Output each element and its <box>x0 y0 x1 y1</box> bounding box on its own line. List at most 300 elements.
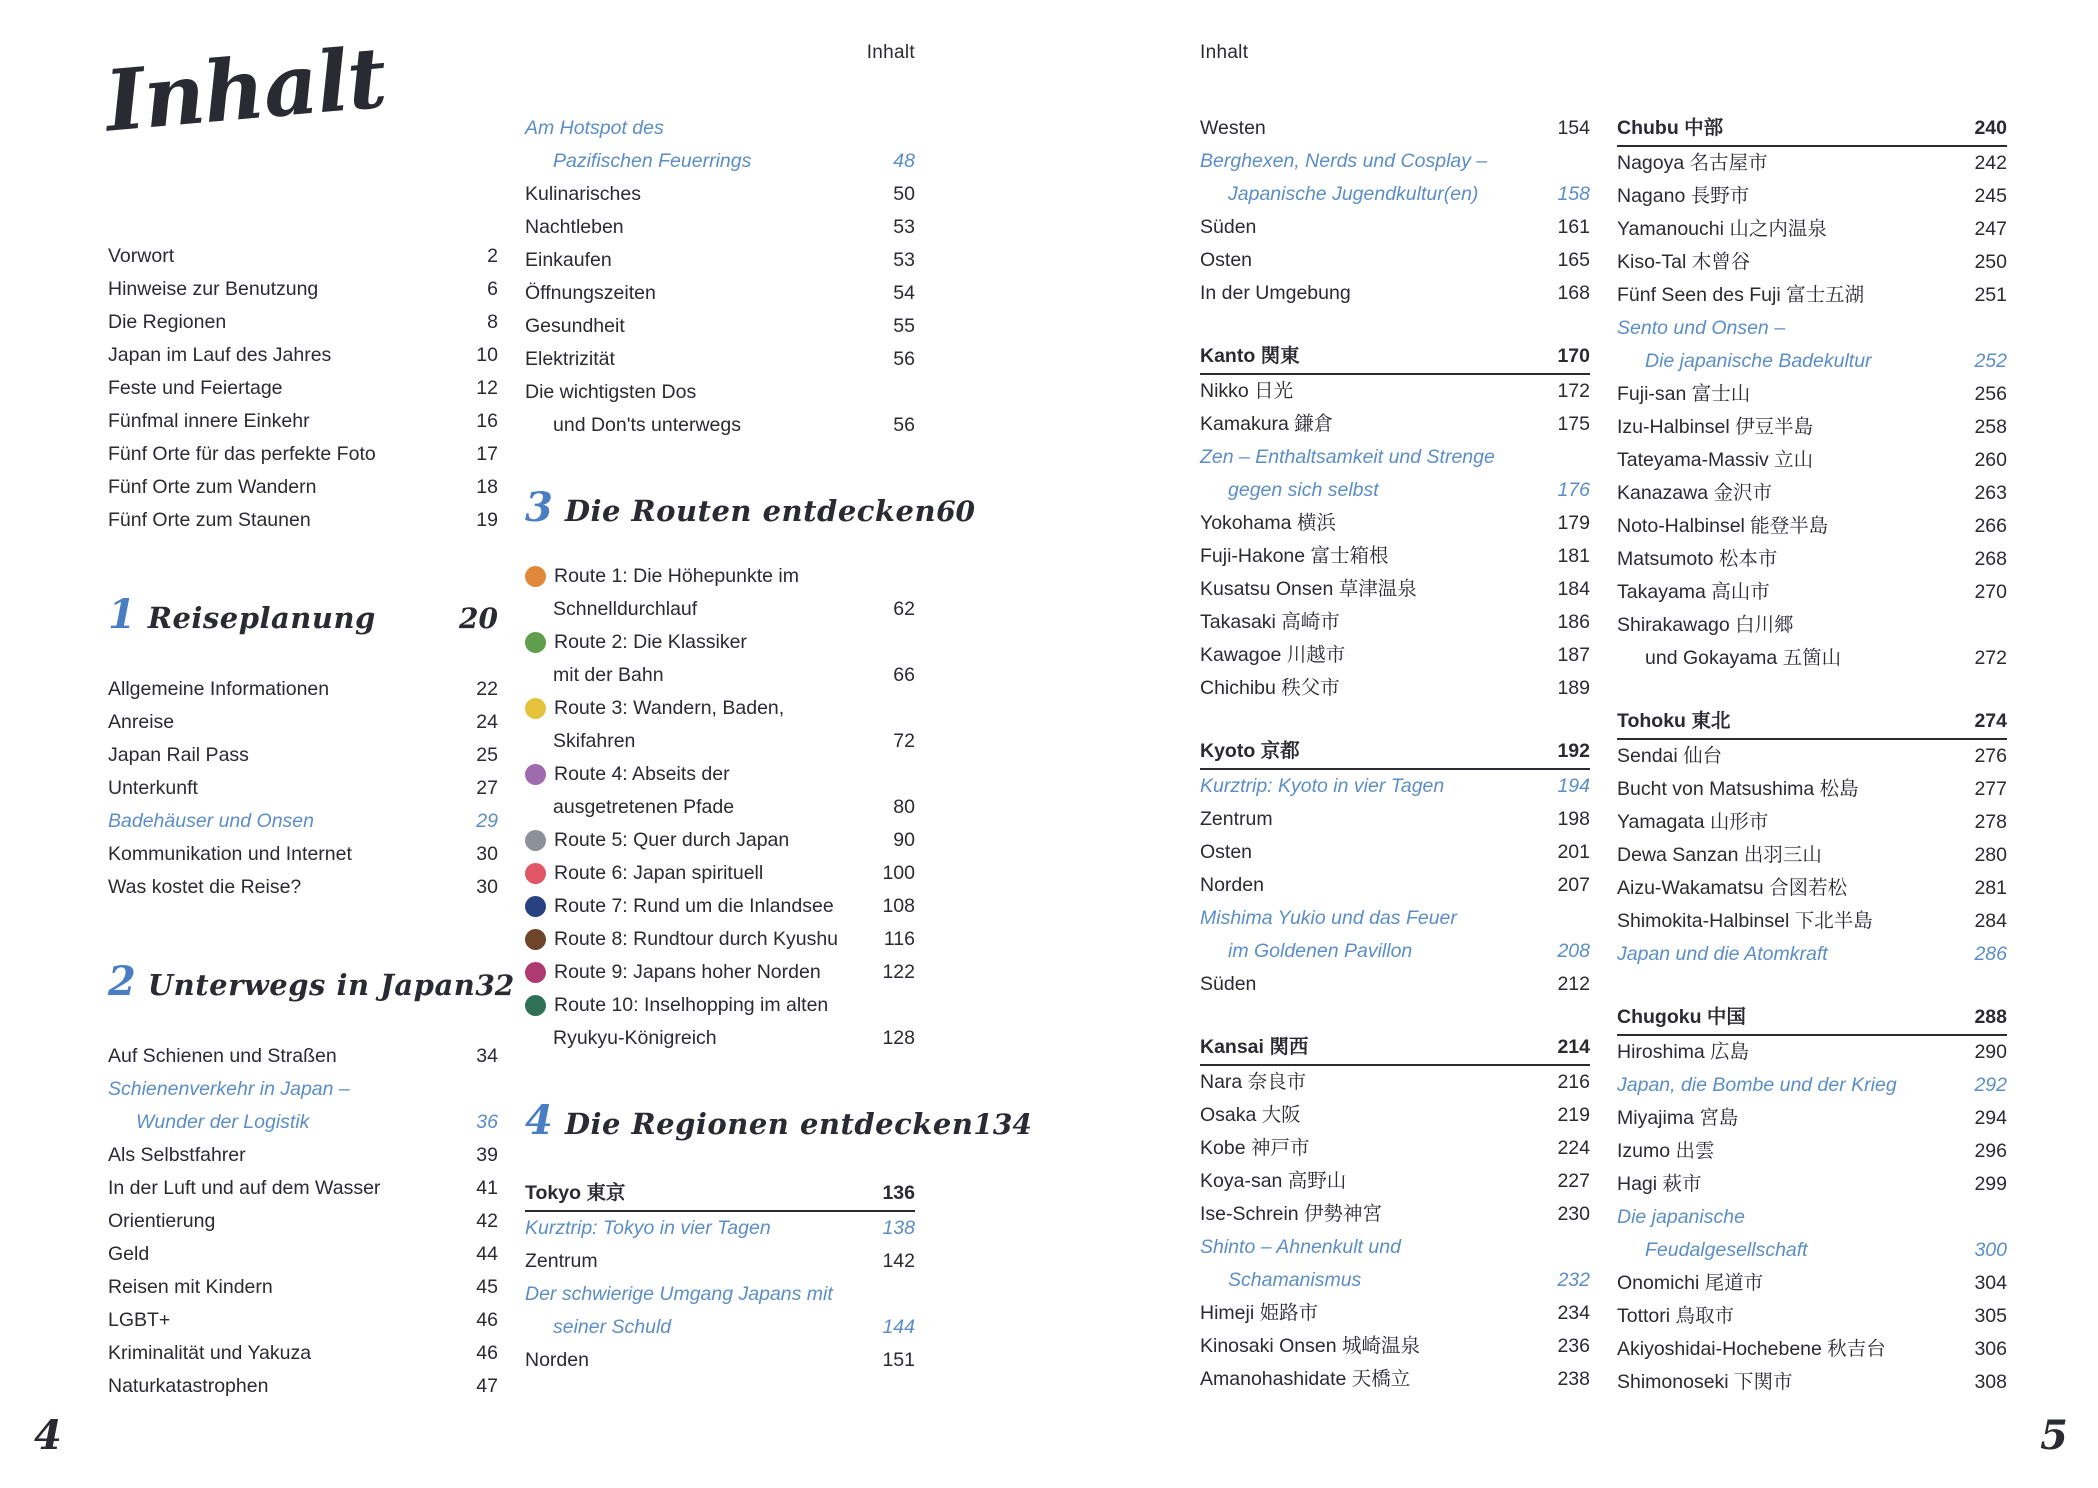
toc-region-label: Tokyo 東京 <box>525 1182 626 1204</box>
toc-page-number: 29 <box>476 810 498 832</box>
toc-page-number: 306 <box>1974 1338 2007 1360</box>
toc-entry-label: Kinosaki Onsen 城崎温泉 <box>1200 1335 1420 1357</box>
toc-region-heading <box>525 1177 915 1212</box>
route-color-dot-icon <box>525 995 546 1016</box>
toc-entry <box>1617 1300 2007 1333</box>
toc-entry-label: Vorwort <box>108 245 175 267</box>
toc-entry-label: Kommunikation und Internet <box>108 843 352 865</box>
toc-page-number: 128 <box>882 1027 915 1049</box>
toc-entry-label: Feudalgesellschaft <box>1645 1239 1808 1261</box>
toc-page-number: 90 <box>893 829 915 851</box>
toc-entry-label: Süden <box>1200 216 1257 238</box>
toc-page-number: 304 <box>1974 1272 2007 1294</box>
toc-page-number: 227 <box>1557 1170 1590 1192</box>
toc-entry-line1 <box>1200 441 1590 474</box>
toc-entry-label: Feste und Feiertage <box>108 377 283 399</box>
toc-entry-label: Hinweise zur Benutzung <box>108 278 319 300</box>
toc-entry-line1 <box>108 1073 498 1106</box>
toc-entry <box>1200 770 1590 803</box>
page-number-left: 4 <box>34 1412 62 1459</box>
toc-page-number: 165 <box>1557 249 1590 271</box>
section-page-number: 32 <box>475 969 515 1002</box>
toc-page-number: 181 <box>1557 545 1590 567</box>
toc-page-number: 242 <box>1974 152 2007 174</box>
toc-entry-label: mit der Bahn <box>553 664 664 686</box>
toc-entry-label: Nachtleben <box>525 216 624 238</box>
toc-page-number: 184 <box>1557 578 1590 600</box>
toc-entry-label: Route 3: Wandern, Baden, <box>554 697 785 719</box>
toc-entry-label: Akiyoshidai-Hochebene 秋吉台 <box>1617 1338 1886 1360</box>
toc-route-line2 <box>525 1022 915 1055</box>
toc-entry-line1 <box>1200 902 1590 935</box>
toc-page-number: 179 <box>1557 512 1590 534</box>
toc-route-entry <box>525 923 915 956</box>
page-number-right: 5 <box>2040 1412 2068 1459</box>
toc-entry <box>525 310 915 343</box>
toc-entry-label: Elektrizität <box>525 348 615 370</box>
toc-entry-label: Route 5: Quer durch Japan <box>554 829 790 851</box>
toc-entry <box>1617 1333 2007 1366</box>
toc-entry-line1 <box>525 1278 915 1311</box>
toc-entry <box>1200 408 1590 441</box>
toc-entry-line1 <box>1617 609 2007 642</box>
toc-page-number: 250 <box>1974 251 2007 273</box>
toc-region-label: Kyoto 京都 <box>1200 740 1300 762</box>
toc-route-entry <box>525 824 915 857</box>
toc-entry-label: Ise-Schrein 伊勢神宮 <box>1200 1203 1383 1225</box>
toc-entry <box>1617 938 2007 971</box>
toc-entry-label: Fünf Orte zum Staunen <box>108 509 311 531</box>
toc-entry <box>1617 872 2007 905</box>
section-title: Die Regionen entdecken <box>564 1107 974 1141</box>
toc-page-number: 16 <box>476 410 498 432</box>
route-color-dot-icon <box>525 896 546 917</box>
toc-entry <box>1200 1165 1590 1198</box>
toc-entry-line2 <box>1200 1264 1590 1297</box>
toc-page-number: 158 <box>1557 183 1590 205</box>
toc-page-number: 100 <box>882 862 915 884</box>
toc-entry-line2 <box>1200 178 1590 211</box>
toc-entry <box>108 1172 498 1205</box>
section-number: 1 <box>108 591 136 638</box>
toc-entry-label: Route 6: Japan spirituell <box>554 862 764 884</box>
toc-region-heading <box>1617 112 2007 147</box>
toc-entry-label: Shimokita-Halbinsel 下北半島 <box>1617 910 1873 932</box>
toc-entry-label: Japan Rail Pass <box>108 744 249 766</box>
toc-page-number: 80 <box>893 796 915 818</box>
toc-entry <box>1617 1267 2007 1300</box>
toc-page-number: 19 <box>476 509 498 531</box>
toc-page-number: 2 <box>487 245 498 267</box>
toc-entry-label: Zentrum <box>525 1250 598 1272</box>
toc-entry <box>1200 540 1590 573</box>
toc-region-label: Tohoku 東北 <box>1617 710 1731 732</box>
toc-entry <box>108 273 498 306</box>
toc-entry-line2 <box>1200 474 1590 507</box>
toc-page-number: 6 <box>487 278 498 300</box>
toc-entry-label: Der schwierige Umgang Japans mit <box>525 1283 833 1305</box>
toc-entry-label: Skifahren <box>553 730 636 752</box>
toc-page-number: 172 <box>1557 380 1590 402</box>
toc-entry <box>1200 1198 1590 1231</box>
toc-region-label: Chugoku 中国 <box>1617 1006 1746 1028</box>
section-heading <box>525 1097 1032 1147</box>
toc-entry-label: Fünf Orte zum Wandern <box>108 476 317 498</box>
toc-entry <box>108 1370 498 1403</box>
toc-entry <box>1200 639 1590 672</box>
toc-entry-label: Shirakawago 白川郷 <box>1617 614 1794 636</box>
toc-entry-label: Naturkatastrophen <box>108 1375 269 1397</box>
toc-route-entry <box>525 560 915 593</box>
toc-page-number: 56 <box>893 348 915 370</box>
toc-entry-label: Schienenverkehr in Japan – <box>108 1078 350 1100</box>
toc-entry-label: Route 1: Die Höhepunkte im <box>554 565 799 587</box>
toc-page-number: 284 <box>1974 910 2007 932</box>
toc-entry <box>1617 246 2007 279</box>
toc-entry <box>525 1212 915 1245</box>
toc-entry-label: Fuji-Hakone 富士箱根 <box>1200 545 1389 567</box>
toc-entry-label: Shinto – Ahnenkult und <box>1200 1236 1401 1258</box>
toc-page-number: 142 <box>882 1250 915 1272</box>
toc-region-label: Kansai 関西 <box>1200 1036 1309 1058</box>
toc-entry-line2 <box>1617 345 2007 378</box>
toc-column-1 <box>108 240 515 1403</box>
toc-entry-label: Sento und Onsen – <box>1617 317 1786 339</box>
toc-route-line2 <box>525 791 915 824</box>
toc-entry-label: Sendai 仙台 <box>1617 745 1723 767</box>
route-color-dot-icon <box>525 632 546 653</box>
toc-page-number: 230 <box>1557 1203 1590 1225</box>
toc-entry-label: seiner Schuld <box>553 1316 672 1338</box>
toc-entry-line2 <box>525 145 915 178</box>
toc-entry <box>108 805 498 838</box>
toc-page-number: 176 <box>1557 479 1590 501</box>
toc-entry <box>1617 1102 2007 1135</box>
toc-entry-label: Zentrum <box>1200 808 1273 830</box>
toc-entry-label: Mishima Yukio und das Feuer <box>1200 907 1457 929</box>
toc-page-number: 18 <box>476 476 498 498</box>
toc-page-number: 234 <box>1557 1302 1590 1324</box>
toc-entry-label: Fuji-san 富士山 <box>1617 383 1751 405</box>
route-color-dot-icon <box>525 830 546 851</box>
toc-entry <box>1200 573 1590 606</box>
toc-entry-label: Was kostet die Reise? <box>108 876 302 898</box>
toc-page-number: 39 <box>476 1144 498 1166</box>
toc-entry-label: Takayama 高山市 <box>1617 581 1770 603</box>
toc-entry <box>108 739 498 772</box>
toc-page-number: 48 <box>893 150 915 172</box>
section-number: 2 <box>108 958 136 1005</box>
toc-entry-line2 <box>1617 642 2007 675</box>
toc-entry <box>108 1304 498 1337</box>
toc-entry-label: Die japanische <box>1617 1206 1745 1228</box>
page-title: Inhalt <box>101 27 390 151</box>
toc-page-number: 232 <box>1557 1269 1590 1291</box>
toc-entry-label: Fünf Seen des Fuji 富士五湖 <box>1617 284 1865 306</box>
toc-entry-label: Reisen mit Kindern <box>108 1276 273 1298</box>
toc-entry-label: Auf Schienen und Straßen <box>108 1045 337 1067</box>
toc-entry <box>1617 806 2007 839</box>
toc-entry-label: Norden <box>525 1349 589 1371</box>
toc-entry-label: Die wichtigsten Dos <box>525 381 697 403</box>
toc-page-number: 216 <box>1557 1071 1590 1093</box>
toc-entry-label: Yamanouchi 山之内温泉 <box>1617 218 1827 240</box>
toc-entry <box>1617 773 2007 806</box>
toc-entry-label: Tottori 鳥取市 <box>1617 1305 1735 1327</box>
toc-entry-label: Chichibu 秩父市 <box>1200 677 1340 699</box>
toc-page-number: 46 <box>476 1309 498 1331</box>
toc-entry-label: Geld <box>108 1243 150 1265</box>
toc-entry <box>1200 1099 1590 1132</box>
toc-page-number: 154 <box>1557 117 1590 139</box>
toc-entry-label: Osten <box>1200 249 1253 271</box>
toc-entry <box>1200 1132 1590 1165</box>
toc-page-number: 27 <box>476 777 498 799</box>
toc-page-number: 66 <box>893 664 915 686</box>
toc-entry <box>108 1337 498 1370</box>
route-color-dot-icon <box>525 566 546 587</box>
toc-entry <box>108 838 498 871</box>
section-number: 4 <box>525 1097 553 1144</box>
toc-entry-label: Westen <box>1200 117 1266 139</box>
toc-page-number: 187 <box>1557 644 1590 666</box>
toc-entry-label: Japan im Lauf des Jahres <box>108 344 332 366</box>
section-title: Reiseplanung <box>147 601 376 635</box>
toc-entry-label: und Gokayama 五箇山 <box>1645 647 1842 669</box>
toc-entry-line1 <box>1617 312 2007 345</box>
toc-entry-label: Kriminalität und Yakuza <box>108 1342 312 1364</box>
toc-page-number: 170 <box>1557 345 1590 367</box>
toc-entry <box>525 211 915 244</box>
section-title: Die Routen entdecken <box>564 494 937 528</box>
toc-entry-label: Himeji 姫路市 <box>1200 1302 1319 1324</box>
toc-entry-label: im Goldenen Pavillon <box>1228 940 1413 962</box>
toc-page-number: 286 <box>1974 943 2007 965</box>
toc-entry <box>1200 507 1590 540</box>
toc-entry-label: Japan und die Atomkraft <box>1617 943 1828 965</box>
toc-entry-label: Japanische Jugendkultur(en) <box>1228 183 1479 205</box>
toc-entry-label: Koya-san 高野山 <box>1200 1170 1347 1192</box>
toc-entry-label: Kawagoe 川越市 <box>1200 644 1346 666</box>
toc-page-number: 45 <box>476 1276 498 1298</box>
toc-page-number: 208 <box>1557 940 1590 962</box>
toc-entry <box>108 240 498 273</box>
toc-entry-label: Nara 奈良市 <box>1200 1071 1307 1093</box>
toc-entry-label: Badehäuser und Onsen <box>108 810 314 832</box>
toc-entry <box>108 1271 498 1304</box>
toc-entry <box>1200 112 1590 145</box>
toc-page-number: 201 <box>1557 841 1590 863</box>
toc-page-number: 168 <box>1557 282 1590 304</box>
toc-entry <box>525 178 915 211</box>
toc-entry <box>1200 1363 1590 1396</box>
toc-page-number: 138 <box>882 1217 915 1239</box>
toc-entry-label: Nagoya 名古屋市 <box>1617 152 1768 174</box>
route-color-dot-icon <box>525 962 546 983</box>
toc-entry <box>1617 444 2007 477</box>
toc-page-number: 277 <box>1974 778 2007 800</box>
toc-page-number: 219 <box>1557 1104 1590 1126</box>
toc-page-number: 266 <box>1974 515 2007 537</box>
section-heading <box>525 484 976 534</box>
toc-entry <box>1617 378 2007 411</box>
toc-entry-label: Orientierung <box>108 1210 216 1232</box>
toc-page-number: 256 <box>1974 383 2007 405</box>
toc-page-number: 22 <box>476 678 498 700</box>
toc-page-number: 12 <box>476 377 498 399</box>
toc-entry-label: Schnelldurchlauf <box>553 598 698 620</box>
route-color-dot-icon <box>525 863 546 884</box>
toc-page-number: 224 <box>1557 1137 1590 1159</box>
toc-page-number: 192 <box>1557 740 1590 762</box>
toc-entry-label: Route 2: Die Klassiker <box>554 631 747 653</box>
toc-page-number: 47 <box>476 1375 498 1397</box>
toc-page-number: 258 <box>1974 416 2007 438</box>
running-head-left: Inhalt <box>866 42 915 63</box>
toc-entry-label: Hagi 萩市 <box>1617 1173 1702 1195</box>
toc-entry-label: Süden <box>1200 973 1257 995</box>
toc-entry <box>1617 510 2007 543</box>
toc-entry-line1 <box>1200 1231 1590 1264</box>
toc-entry-label: Ryukyu-Königreich <box>553 1027 717 1049</box>
toc-page-number: 299 <box>1974 1173 2007 1195</box>
route-color-dot-icon <box>525 698 546 719</box>
running-head-right: Inhalt <box>1200 42 1249 63</box>
toc-page-number: 238 <box>1557 1368 1590 1390</box>
toc-page-number: 278 <box>1974 811 2007 833</box>
toc-entry <box>1617 740 2007 773</box>
toc-entry <box>1617 576 2007 609</box>
toc-page-number: 25 <box>476 744 498 766</box>
toc-entry <box>1617 839 2007 872</box>
toc-region-heading <box>1200 1031 1590 1066</box>
toc-page-number: 276 <box>1974 745 2007 767</box>
toc-page-number: 175 <box>1557 413 1590 435</box>
toc-entry <box>108 871 498 904</box>
toc-column-4 <box>1617 112 2007 1399</box>
toc-entry <box>1617 543 2007 576</box>
toc-entry <box>1200 277 1590 310</box>
toc-page-number: 214 <box>1557 1036 1590 1058</box>
toc-page-number: 212 <box>1557 973 1590 995</box>
toc-page-number: 247 <box>1974 218 2007 240</box>
toc-entry-label: In der Umgebung <box>1200 282 1351 304</box>
toc-page-number: 308 <box>1974 1371 2007 1393</box>
toc-entry-label: Amanohashidate 天橋立 <box>1200 1368 1411 1390</box>
toc-entry-label: Gesundheit <box>525 315 625 337</box>
toc-page-number: 50 <box>893 183 915 205</box>
toc-page-number: 236 <box>1557 1335 1590 1357</box>
toc-entry-label: Miyajima 宮島 <box>1617 1107 1739 1129</box>
toc-page-number: 274 <box>1974 710 2007 732</box>
toc-entry <box>1617 1168 2007 1201</box>
toc-entry-label: Route 8: Rundtour durch Kyushu <box>554 928 839 950</box>
toc-entry-label: Route 7: Rund um die Inlandsee <box>554 895 834 917</box>
toc-route-line2 <box>525 593 915 626</box>
toc-entry-label: Allgemeine Informationen <box>108 678 330 700</box>
toc-page-number: 30 <box>476 876 498 898</box>
toc-entry <box>1200 803 1590 836</box>
toc-page-number: 268 <box>1974 548 2007 570</box>
toc-region-heading <box>1617 705 2007 740</box>
toc-page-number: 260 <box>1974 449 2007 471</box>
toc-entry <box>108 1238 498 1271</box>
toc-entry-label: Takasaki 高崎市 <box>1200 611 1340 633</box>
toc-entry <box>1617 1036 2007 1069</box>
toc-entry-label: Matsumoto 松本市 <box>1617 548 1778 570</box>
toc-entry-label: Yamagata 山形市 <box>1617 811 1769 833</box>
toc-page-number: 272 <box>1974 647 2007 669</box>
toc-column-3 <box>1200 112 1590 1396</box>
toc-entry-label: Schamanismus <box>1228 1269 1362 1291</box>
toc-entry-label: Berghexen, Nerds und Cosplay – <box>1200 150 1488 172</box>
toc-page-number: 296 <box>1974 1140 2007 1162</box>
toc-entry-label: Kurztrip: Kyoto in vier Tagen <box>1200 775 1445 797</box>
toc-entry-label: Kamakura 鎌倉 <box>1200 413 1334 435</box>
section-title: Unterwegs in Japan <box>147 968 476 1002</box>
toc-entry-label: und Don'ts unterwegs <box>553 414 742 436</box>
toc-page-number: 151 <box>882 1349 915 1371</box>
toc-entry-label: Norden <box>1200 874 1264 896</box>
toc-entry <box>108 405 498 438</box>
toc-entry <box>108 339 498 372</box>
toc-entry <box>1200 1297 1590 1330</box>
toc-page-number: 245 <box>1974 185 2007 207</box>
toc-entry-line1 <box>525 112 915 145</box>
toc-entry-line1 <box>1617 1201 2007 1234</box>
toc-page-number: 186 <box>1557 611 1590 633</box>
toc-entry <box>1617 1366 2007 1399</box>
toc-page-number: 46 <box>476 1342 498 1364</box>
toc-entry-label: Yokohama 横浜 <box>1200 512 1336 534</box>
toc-entry <box>1200 211 1590 244</box>
toc-entry <box>525 1344 915 1377</box>
toc-entry <box>1617 1069 2007 1102</box>
toc-entry <box>1617 477 2007 510</box>
toc-page-number: 10 <box>476 344 498 366</box>
toc-route-entry <box>525 956 915 989</box>
toc-page-number: 116 <box>883 928 915 950</box>
toc-page-number: 24 <box>476 711 498 733</box>
toc-route-entry <box>525 989 915 1022</box>
toc-route-entry <box>525 692 915 725</box>
toc-column-2 <box>525 112 1032 1377</box>
toc-page-number: 300 <box>1974 1239 2007 1261</box>
toc-entry-label: Einkaufen <box>525 249 612 271</box>
toc-entry-label: Izu-Halbinsel 伊豆半島 <box>1617 416 1814 438</box>
toc-entry <box>1617 213 2007 246</box>
toc-entry <box>1200 375 1590 408</box>
toc-entry-line2 <box>1200 935 1590 968</box>
toc-page-number: 263 <box>1974 482 2007 504</box>
toc-entry-label: Tateyama-Massiv 立山 <box>1617 449 1814 471</box>
toc-entry <box>1200 836 1590 869</box>
toc-page-number: 144 <box>882 1316 915 1338</box>
toc-entry-label: Aizu-Wakamatsu 合図若松 <box>1617 877 1848 899</box>
toc-entry <box>525 343 915 376</box>
toc-page-number: 36 <box>476 1111 498 1133</box>
toc-route-entry <box>525 857 915 890</box>
toc-region-heading <box>1617 1001 2007 1036</box>
toc-entry <box>108 1040 498 1073</box>
toc-page-number: 194 <box>1557 775 1590 797</box>
section-heading <box>108 958 515 1008</box>
toc-entry-label: Kobe 神戸市 <box>1200 1137 1310 1159</box>
toc-region-heading <box>1200 735 1590 770</box>
toc-entry-line1 <box>525 376 915 409</box>
toc-entry <box>1617 905 2007 938</box>
toc-entry <box>525 1245 915 1278</box>
